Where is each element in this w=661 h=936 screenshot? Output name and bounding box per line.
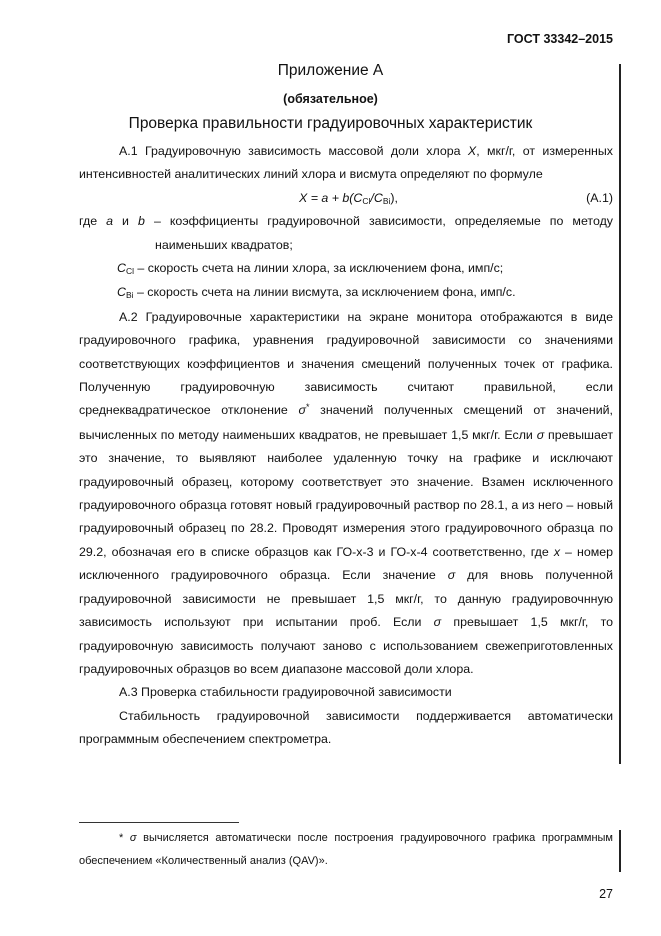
footnote-rule (79, 822, 239, 823)
change-bar (619, 64, 621, 764)
annex-title: Приложение А (277, 62, 384, 79)
annex-status: (обязательное) (283, 92, 378, 106)
change-bar-footnote (619, 830, 621, 872)
paragraph-a3-heading: А.3 Проверка стабильности градуировочной зависимости (119, 685, 452, 700)
formula-expression: X = a + b(CCl/CBi), (299, 190, 398, 206)
footnote (79, 827, 613, 873)
page-number: 27 (599, 887, 613, 901)
paragraph-a1: А.1 Градуировочную зависимость массовой доли хлора X, мкг/г, от измеренных интенсивностей аналитических линий хлора и висмута определяют по формуле (79, 144, 613, 182)
paragraph-a3-text: Стабильность градуировочной зависимости поддерживается автоматически программным обеспечением спектрометра. (79, 708, 613, 747)
section-title: Проверка правильности градуировочных характеристик (128, 115, 533, 132)
definition-a-b: где a и b – коэффициенты градуировочной зависимости, определяемые по методу наименьших квадратов; (79, 214, 614, 252)
paragraph-a2: А.2 Градуировочные характеристики на экране монитора отображаются в виде градуировочного графика, уравнения градуировочной зависимости со значениями соответствующих коэффициентов и значения смещений полученных точек от графика. Полученную градуировочную зависимость считают правильной, если среднеквадратическое отклонение σ* значений полученных смещений от значений, вычисленных по методу наименьших квадратов, не превышает 1,5 мкг/г. Если σ превышает это значение, то выявляют наиболее удаленную точку на графике и исключают градуировочный образец, которому соответствует это значение. Взамен исключенного градуировочного образца готовят новый градуировочный раствор по 28.1, а из него – новый градуировочный образец по 28.2. Проводят измерения этого градуировочного образца по 29.2, обозначая его в списке образцов как ГО-х-3 и ГО-х-4 соответственно, где х – номер исключенного градуировочного образца. Если значение σ для вновь полученной градуировочной зависимости не превышает 1,5 мкг/г, то данную градуировочнную зависимость используют при испытании проб. Если σ превышает 1,5 мкг/г, то градуировочную зависимость получают заново с использованием свежеприготовленных градуировочных образцов во всем диапазоне массовой доли хлора. (79, 309, 614, 676)
footnote-text: * σ вычисляется автоматически после построения градуировочного графика программным обеспечением «Количественный анализ (QAV)». (79, 832, 613, 867)
document-code: ГОСТ 33342–2015 (507, 32, 613, 46)
formula-number: (А.1) (586, 190, 613, 205)
definition-c-bi: CBi – скорость счета на линии висмута, за исключением фона, имп/с. (117, 285, 516, 301)
definition-c-cl: CCl – скорость счета на линии хлора, за исключением фона, имп/с; (117, 261, 504, 277)
document-body (79, 140, 613, 752)
formula-a1 (79, 187, 613, 210)
